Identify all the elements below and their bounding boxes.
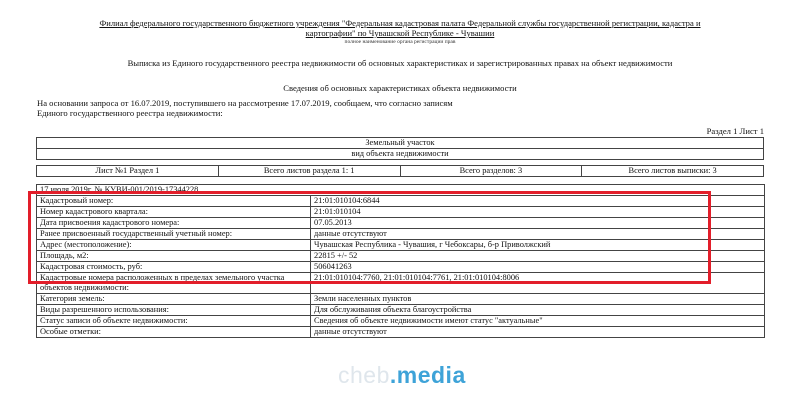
- total-sections: Всего разделов: 3: [400, 166, 582, 177]
- intro-line1: На основании запроса от 16.07.2019, поступившего на рассмотрение 17.07.2019, сообщаем, что согласно записям: [37, 98, 453, 108]
- row-label: Категория земель:: [37, 294, 311, 305]
- row-label: Кадастровый номер:: [37, 196, 311, 207]
- row-label: Номер кадастрового квартала:: [37, 207, 311, 218]
- extract-subtitle: Сведения об основных характеристиках объекта недвижимости: [283, 83, 517, 93]
- table-row: [37, 327, 765, 338]
- object-type-table: [36, 137, 764, 160]
- sheets-in-section: Всего листов раздела 1: 1: [218, 166, 400, 177]
- row-value: 07.05.2013: [311, 218, 765, 229]
- row-label: Статус записи об объекте недвижимости:: [37, 316, 311, 327]
- row-value: Для обслуживания объекта благоустройства: [311, 305, 765, 316]
- object-type-caption: вид объекта недвижимости: [37, 149, 764, 160]
- section-reference: Раздел 1 Лист 1: [706, 126, 764, 136]
- row-value: Чувашская Республика - Чувашия, г Чебоксары, б-р Приволжский: [311, 240, 765, 251]
- row-value: 21:01:010104: [311, 207, 765, 218]
- row-label: Ранее присвоенный государственный учетный номер:: [37, 229, 311, 240]
- extract-title: Выписка из Единого государственного реестра недвижимости об основных характеристиках и зарегистрированных правах на объект недвижимости: [127, 58, 673, 68]
- watermark-part2: .media: [389, 362, 466, 388]
- object-type: Земельный участок: [37, 138, 764, 149]
- row-value: 21:01:010104:7760, 21:01:010104:7761, 21:01:010104:8006: [311, 273, 765, 294]
- row-value: Сведения об объекте недвижимости имеют статус "актуальные": [311, 316, 765, 327]
- table-row: [37, 294, 765, 305]
- watermark-logo: [338, 362, 466, 389]
- sheet-info-table: [36, 165, 764, 177]
- row-value: 506041263: [311, 262, 765, 273]
- intro-line2: Единого государственного реестра недвижимости:: [37, 108, 223, 118]
- row-value: 22815 +/- 52: [311, 251, 765, 262]
- row-value: 21:01:010104:6844: [311, 196, 765, 207]
- table-row: [37, 305, 765, 316]
- row-value: данные отсутствуют: [311, 229, 765, 240]
- org-name-line1: Филиал федерального государственного бюджетного учреждения "Федеральная кадастровая палата Федеральной службы государственной регистрации, кадастра и: [99, 18, 701, 28]
- row-label: Дата присвоения кадастрового номера:: [37, 218, 311, 229]
- row-label: Адрес (местоположение):: [37, 240, 311, 251]
- total-sheets: Всего листов выписки: 3: [582, 166, 764, 177]
- row-label: Кадастровые номера расположенных в пределах земельного участка объектов недвижимости:: [37, 273, 311, 294]
- table-row: [37, 316, 765, 327]
- row-label: Виды разрешенного использования:: [37, 305, 311, 316]
- org-name-line2: картографии" по Чувашской Республике - Чувашии: [305, 28, 495, 38]
- row-label: Особые отметки:: [37, 327, 311, 338]
- sheet-number: Лист №1 Раздел 1: [37, 166, 219, 177]
- row-label: Площадь, м2:: [37, 251, 311, 262]
- org-caption: полное наименование органа регистрации прав: [344, 39, 456, 45]
- document-reference: 17 июля 2019г. № КУВИ-001/2019-17344228: [37, 185, 765, 196]
- highlight-box: [28, 191, 711, 284]
- watermark-part1: cheb: [338, 362, 390, 388]
- row-value: данные отсутствуют: [311, 327, 765, 338]
- row-value: Земли населенных пунктов: [311, 294, 765, 305]
- row-label: Кадастровая стоимость, руб:: [37, 262, 311, 273]
